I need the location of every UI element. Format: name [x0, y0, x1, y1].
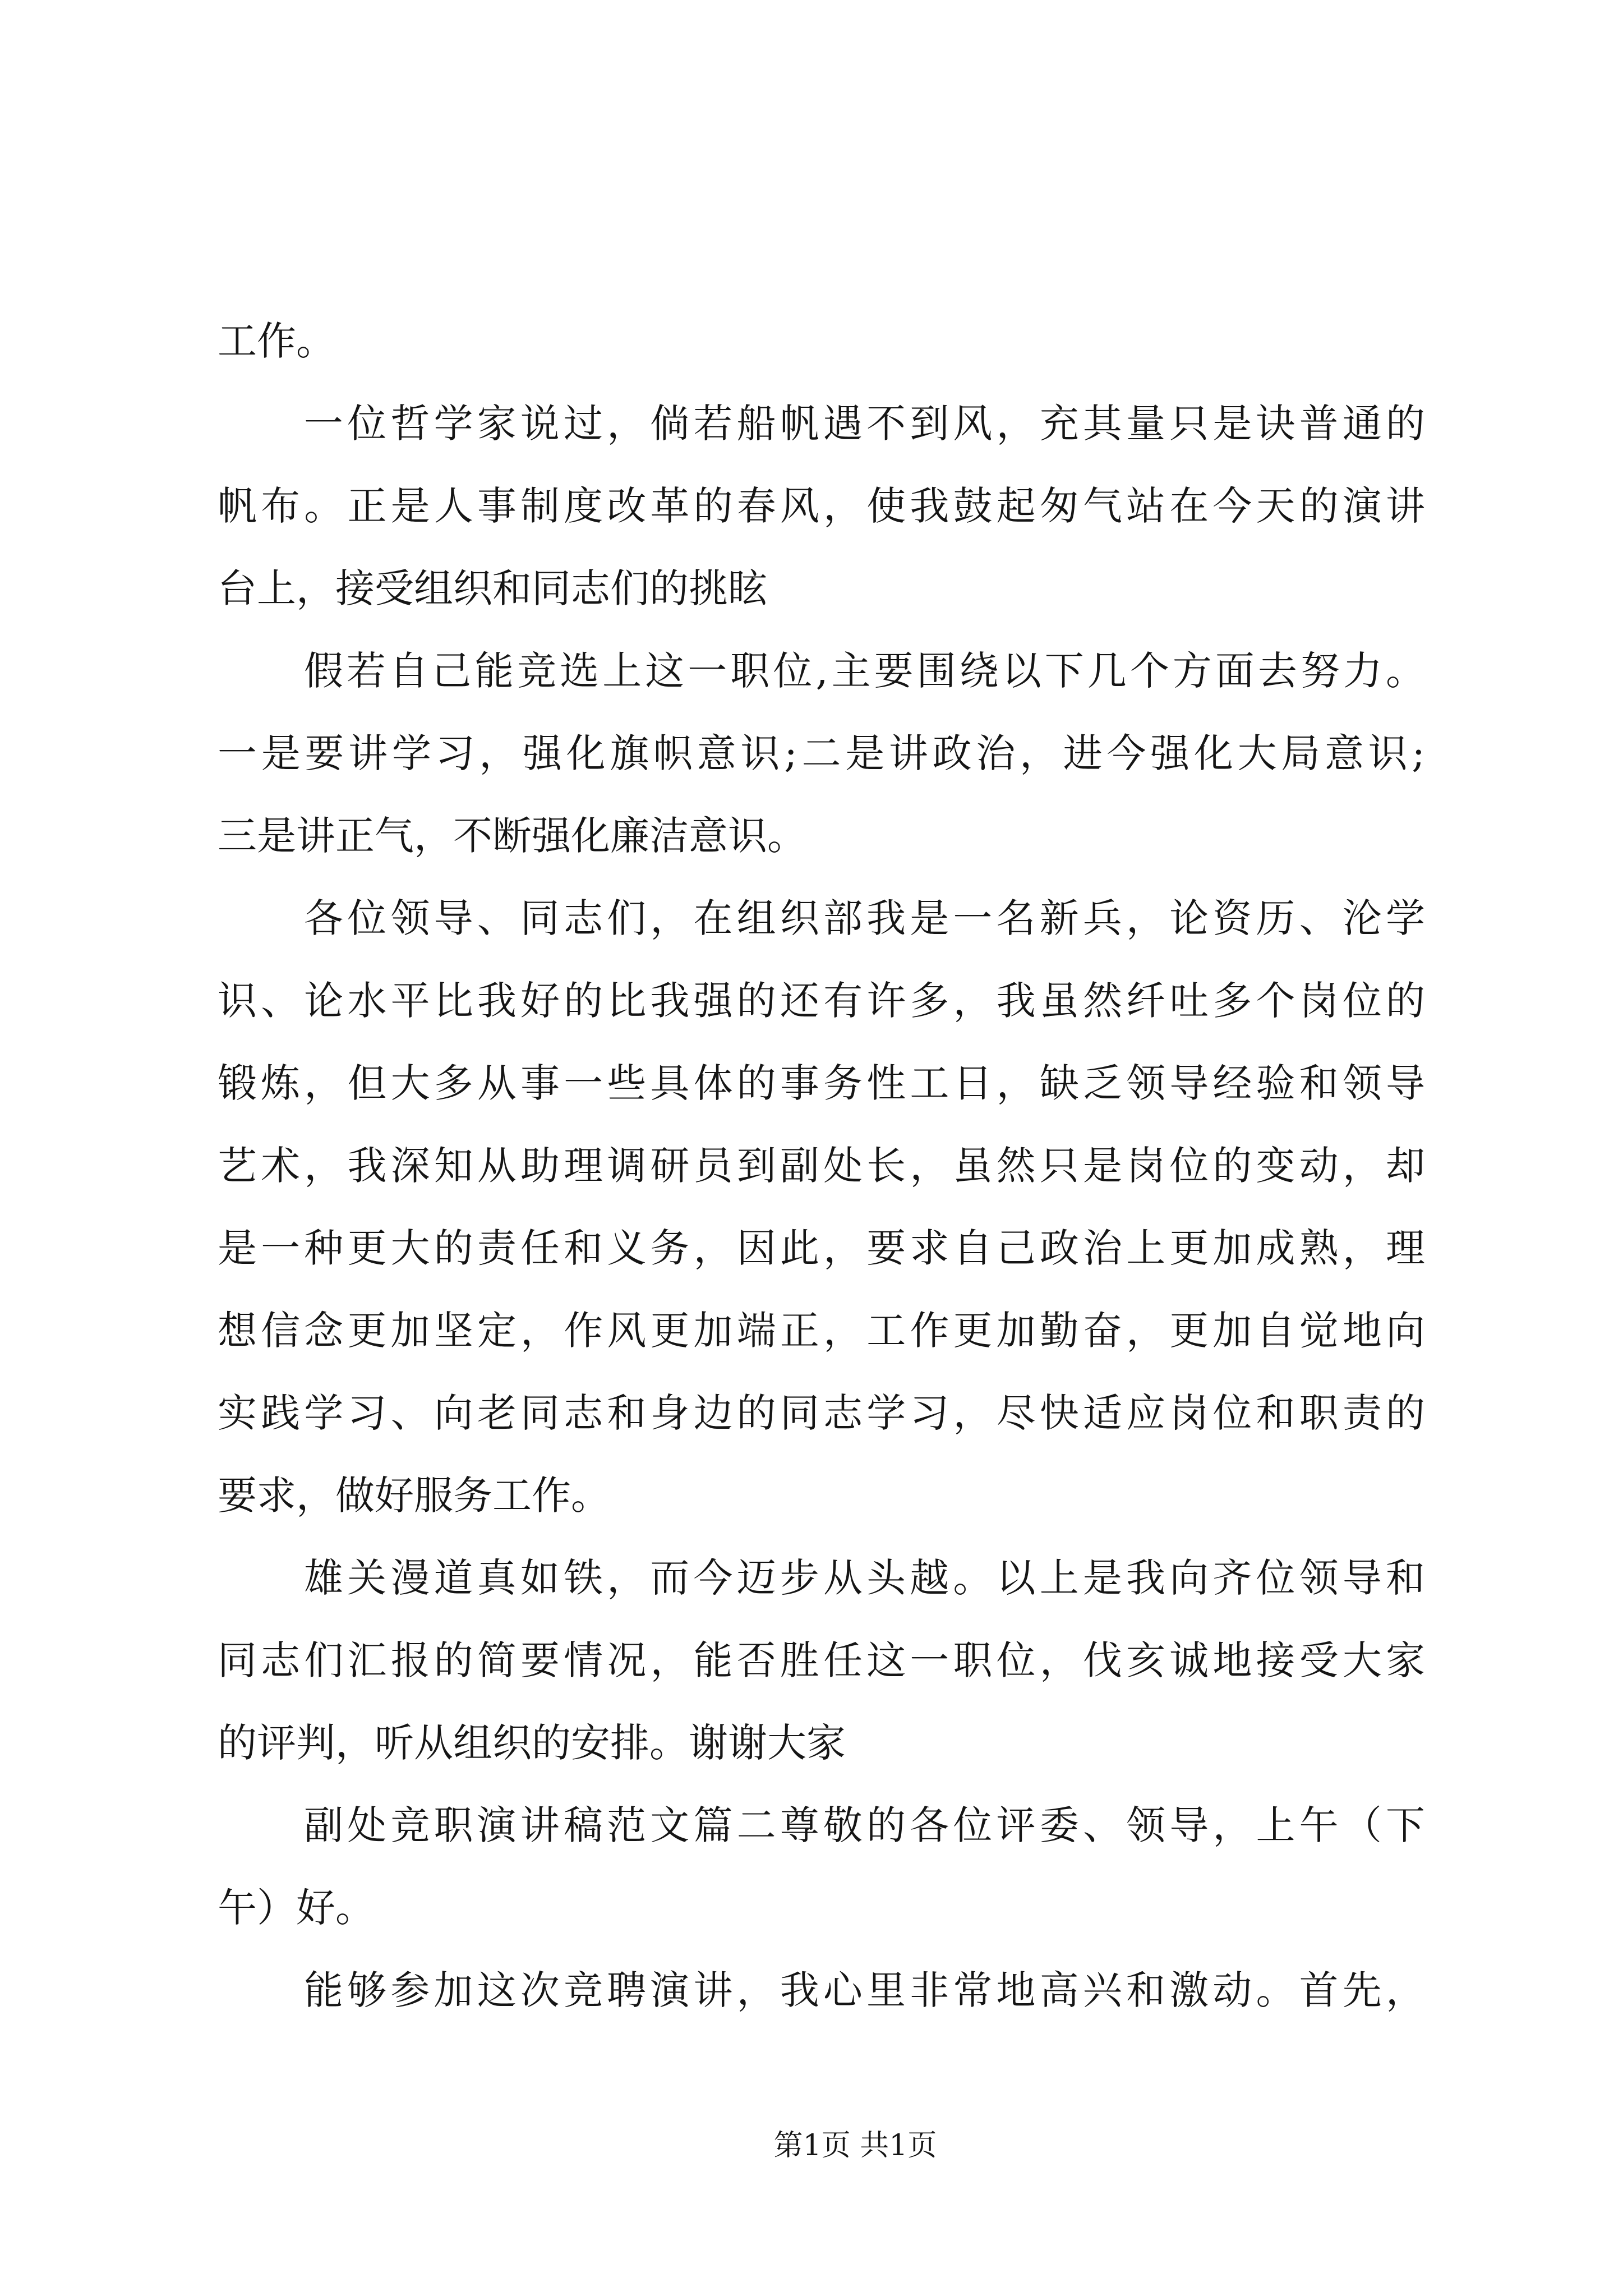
text-line: 要求，做好服务工作。	[218, 1473, 610, 1519]
text-line: 各位领导、同志们，在组织部我是一名新兵，论资历、沦学	[304, 895, 1425, 941]
text-line: 副处竞职演讲稿范文篇二尊敬的各位评委、领导，上午（下	[304, 1802, 1425, 1848]
text-line: 艺术，我深知从助理调研员到副处长，虽然只是岗位的变动，却	[218, 1143, 1425, 1189]
paragraph	[218, 300, 1425, 383]
text-line: 三是讲正气，不断强化廉洁意识。	[218, 813, 806, 859]
text-line: 的评判，听从组织的安排。谢谢大家	[218, 1720, 846, 1766]
text-line: 能够参加这次竞聘演讲，我心里非常地高兴和激动。首先，	[304, 1967, 1425, 2013]
text-line: 帆布。正是人事制度改革的春风，使我鼓起匆气站在今天的演讲	[218, 483, 1425, 529]
document-body	[218, 300, 1425, 2032]
text-line: 同志们汇报的简要情况，能否胜任这一职位，伐亥诚地接受大家	[218, 1637, 1425, 1683]
text-line: 假若自己能竞选上这一职位,主要围绕以下几个方面去努力。	[304, 648, 1425, 694]
text-line: 工作。	[218, 318, 335, 364]
text-line: 午）好。	[218, 1885, 375, 1931]
text-line: 雄关漫道真如铁，而今迈步从头越。以上是我向齐位领导和	[304, 1555, 1425, 1601]
paragraph	[218, 383, 1425, 630]
paragraph	[218, 1949, 1425, 2032]
text-line: 一位哲学家说过，倘若船帆遇不到风，充其量只是诀普通的	[304, 401, 1425, 447]
text-line: 想信念更加坚定，作风更加端正，工作更加勤奋，更加自觉地向	[218, 1308, 1425, 1354]
page-number-footer: 第1页 共1页	[773, 2129, 937, 2162]
text-line: 一是要讲学习，强化旗帜意识;二是讲政治，进今强化大局意识;	[218, 730, 1425, 776]
text-line: 是一种更大的责任和义务，因此，要求自己政治上更加成熟，理	[218, 1225, 1425, 1271]
text-line: 台上，接受组织和同志们的挑眩	[218, 565, 767, 611]
text-line: 识、论水平比我好的比我强的还有许多，我虽然纤吐多个岗位的	[218, 978, 1425, 1024]
text-line: 锻炼，但大多从事一些具体的事务性工日，缺乏领导经验和领导	[218, 1060, 1425, 1106]
paragraph	[218, 1784, 1425, 1949]
paragraph	[218, 630, 1425, 877]
text-line: 实践学习、向老同志和身边的同志学习，尽快适应岗位和职责的	[218, 1390, 1425, 1436]
paragraph	[218, 1537, 1425, 1784]
paragraph	[218, 877, 1425, 1537]
